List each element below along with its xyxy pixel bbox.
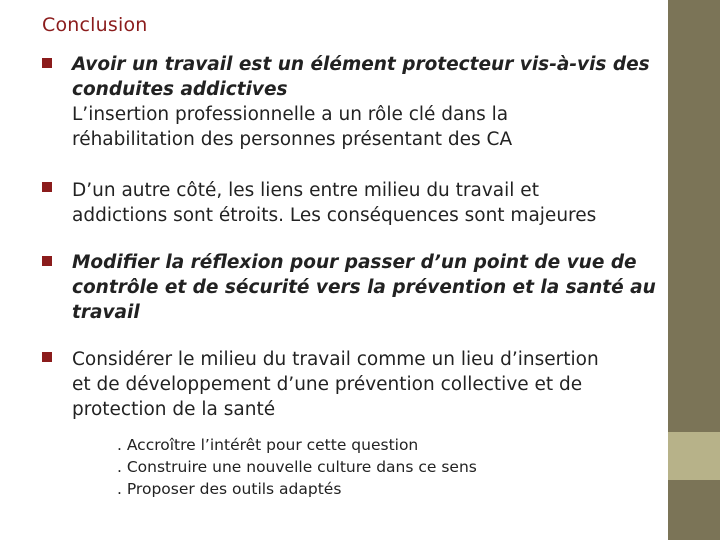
bullet-3-line-1: Modifier la réflexion pour passer d’un point de vue de [72, 252, 637, 273]
bullet-3-text [72, 250, 656, 325]
bullet-3-line-2: contrôle et de sécurité vers la prévention et la santé au [72, 277, 656, 298]
bullet-4-text [72, 347, 652, 422]
square-bullet-icon [42, 256, 52, 266]
bullet-2-line-1: D’un autre côté, les liens entre milieu du travail et [72, 180, 539, 201]
bullet-4-line-1: Considérer le milieu du travail comme un lieu d’insertion [72, 349, 599, 370]
bullet-4-line-2: et de développement d’une prévention collective et de [72, 374, 583, 395]
bullet-1-line-3: L’insertion professionnelle a un rôle clé dans la [72, 104, 509, 125]
slide-title: Conclusion [42, 14, 148, 36]
bullet-4-line-3: protection de la santé [72, 399, 276, 420]
bullet-1-line-4: réhabilitation des personnes présentant des CA [72, 129, 513, 150]
square-bullet-icon [42, 58, 52, 68]
bullet-2-text [72, 178, 652, 228]
bullet-1-line-2: conduites addictives [72, 79, 288, 100]
square-bullet-icon [42, 352, 52, 362]
sub-item-1: . Accroître l’intérêt pour cette question [117, 436, 419, 454]
bullet-2-line-2: addictions sont étroits. Les conséquences sont majeures [72, 205, 597, 226]
right-sidebar-accent [668, 432, 720, 480]
bullet-3-line-3: travail [72, 302, 140, 323]
sub-item-2: . Construire une nouvelle culture dans ce sens [117, 458, 477, 476]
bullet-1-text [72, 52, 652, 152]
sub-item-3: . Proposer des outils adaptés [117, 480, 342, 498]
bullet-1-line-1: Avoir un travail est un élément protecteur vis-à-vis des [72, 54, 650, 75]
sub-item-list [117, 434, 637, 500]
square-bullet-icon [42, 182, 52, 192]
